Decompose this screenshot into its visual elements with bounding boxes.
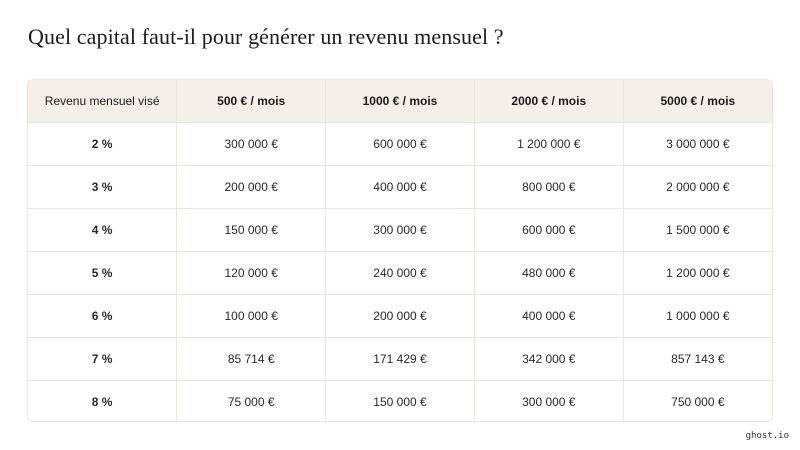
table-cell: 120 000 € [177,251,326,294]
table-cell: 150 000 € [326,380,475,422]
capital-table [28,80,772,422]
rate-cell: 6 % [28,294,177,337]
rate-cell: 8 % [28,380,177,422]
table-cell: 600 000 € [474,208,623,251]
table-row [28,122,772,165]
table-cell: 800 000 € [474,165,623,208]
table-row [28,337,772,380]
table-cell: 1 200 000 € [474,122,623,165]
table-cell: 750 000 € [623,380,772,422]
column-header-500: 500 € / mois [177,80,326,122]
column-header-target-income: Revenu mensuel visé [28,80,177,122]
table-cell: 300 000 € [474,380,623,422]
column-header-2000: 2000 € / mois [474,80,623,122]
watermark: ghost.io [745,431,789,441]
table-cell: 600 000 € [326,122,475,165]
table-cell: 1 200 000 € [623,251,772,294]
table-cell: 1 000 000 € [623,294,772,337]
table-cell: 2 000 000 € [623,165,772,208]
table-cell: 150 000 € [177,208,326,251]
table-cell: 300 000 € [177,122,326,165]
table-cell: 85 714 € [177,337,326,380]
rate-cell: 3 % [28,165,177,208]
table-cell: 200 000 € [326,294,475,337]
table-row [28,380,772,422]
table-row [28,208,772,251]
table-cell: 857 143 € [623,337,772,380]
capital-table-container [27,79,773,422]
table-cell: 200 000 € [177,165,326,208]
table-cell: 3 000 000 € [623,122,772,165]
rate-cell: 7 % [28,337,177,380]
column-header-1000: 1000 € / mois [326,80,475,122]
rate-cell: 5 % [28,251,177,294]
page-title: Quel capital faut-il pour générer un revenu mensuel ? [28,24,504,49]
rate-cell: 4 % [28,208,177,251]
rate-cell: 2 % [28,122,177,165]
table-cell: 240 000 € [326,251,475,294]
column-header-5000: 5000 € / mois [660,93,736,108]
table-cell: 75 000 € [177,380,326,422]
table-cell: 300 000 € [326,208,475,251]
table-row [28,251,772,294]
table-header-row [28,80,772,122]
table-cell: 342 000 € [474,337,623,380]
table-cell: 400 000 € [326,165,475,208]
table-cell: 171 429 € [326,337,475,380]
table-row [28,165,772,208]
table-row [28,294,772,337]
table-cell: 480 000 € [474,251,623,294]
table-cell: 1 500 000 € [623,208,772,251]
table-cell: 400 000 € [474,294,623,337]
table-cell: 100 000 € [177,294,326,337]
